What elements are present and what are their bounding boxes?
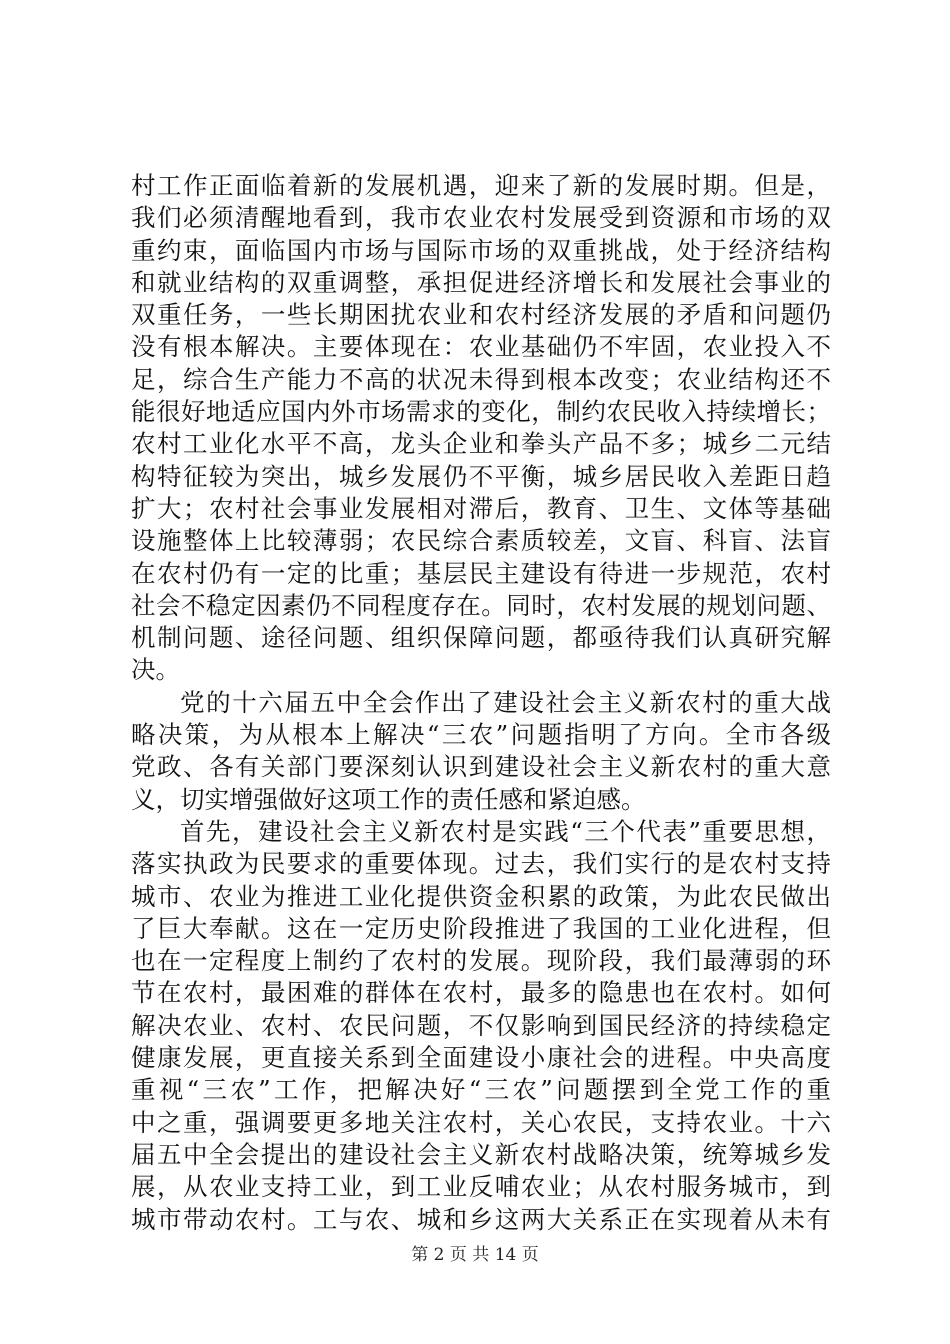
text-line: 节在农村，最困难的群体在农村，最多的隐患也在农村。如何 [131, 978, 831, 1008]
text-line: 城市、农业为推进工业化提供资金积累的政策，为此农民做出 [131, 881, 831, 911]
text-line: 村工作正面临着新的发展机遇，迎来了新的发展时期。但是， [131, 171, 831, 200]
text-line: 党的十六届五中全会作出了建设社会主义新农村的重大战 [180, 687, 831, 717]
text-line: 我们必须清醒地看到，我市农业农村发展受到资源和市场的双 [131, 203, 831, 233]
text-line: 和就业结构的双重调整，承担促进经济增长和发展社会事业的 [131, 267, 831, 297]
text-line: 在农村仍有一定的比重；基层民主建设有待进一步规范，农村 [131, 558, 831, 588]
text-line: 没有根本解决。主要体现在：农业基础仍不牢固，农业投入不 [131, 332, 831, 362]
text-line: 了巨大奉献。这在一定历史阶段推进了我国的工业化进程，但 [131, 913, 831, 943]
text-line: 重视“三农”工作，把解决好“三农”问题摆到全党工作的重 [131, 1075, 831, 1105]
text-line: 城市带动农村。工与农、城和乡这两大关系正在实现着从未有 [131, 1204, 831, 1234]
page-footer: 第 2 页 共 14 页 [411, 1245, 539, 1265]
text-line: 机制问题、途径问题、组织保障问题，都亟待我们认真研究解 [131, 623, 831, 653]
text-line: 届五中全会提出的建设社会主义新农村战略决策，统筹城乡发 [131, 1139, 831, 1169]
text-line: 健康发展，更直接关系到全面建设小康社会的进程。中央高度 [131, 1043, 831, 1073]
text-line: 双重任务，一些长期困扰农业和农村经济发展的矛盾和问题仍 [131, 300, 831, 330]
text-line: 也在一定程度上制约了农村的发展。现阶段，我们最薄弱的环 [131, 946, 831, 976]
text-line: 足，综合生产能力不高的状况未得到根本改变；农业结构还不 [131, 364, 831, 394]
text-line: 社会不稳定因素仍不同程度存在。同时，农村发展的规划问题、 [131, 590, 831, 620]
text-line: 重约束，面临国内市场与国际市场的双重挑战，处于经济结构 [131, 235, 831, 265]
text-line: 首先，建设社会主义新农村是实践“三个代表”重要思想， [180, 816, 831, 846]
text-line: 党政、各有关部门要深刻认识到建设社会主义新农村的重大意 [131, 752, 831, 782]
text-line: 展，从农业支持工业，到工业反哺农业；从农村服务城市，到 [131, 1172, 831, 1202]
text-line: 扩大；农村社会事业发展相对滞后，教育、卫生、文体等基础 [131, 493, 831, 523]
text-line: 略决策，为从根本上解决“三农”问题指明了方向。全市各级 [131, 720, 831, 750]
body-text [131, 170, 831, 1236]
text-line: 设施整体上比较薄弱；农民综合素质较差，文盲、科盲、法盲 [131, 526, 831, 556]
text-line: 能很好地适应国内外市场需求的变化，制约农民收入持续增长； [131, 397, 831, 427]
text-line: 农村工业化水平不高，龙头企业和拳头产品不多；城乡二元结 [131, 429, 831, 459]
text-line: 解决农业、农村、农民问题，不仅影响到国民经济的持续稳定 [131, 1010, 831, 1040]
text-line: 落实执政为民要求的重要体现。过去，我们实行的是农村支持 [131, 849, 831, 879]
text-line: 构特征较为突出，城乡发展仍不平衡，城乡居民收入差距日趋 [131, 461, 831, 491]
text-line: 中之重，强调要更多地关注农村，关心农民，支持农业。十六 [131, 1107, 831, 1137]
text-line: 决。 [131, 655, 180, 685]
text-line: 义，切实增强做好这项工作的责任感和紧迫感。 [131, 784, 646, 814]
